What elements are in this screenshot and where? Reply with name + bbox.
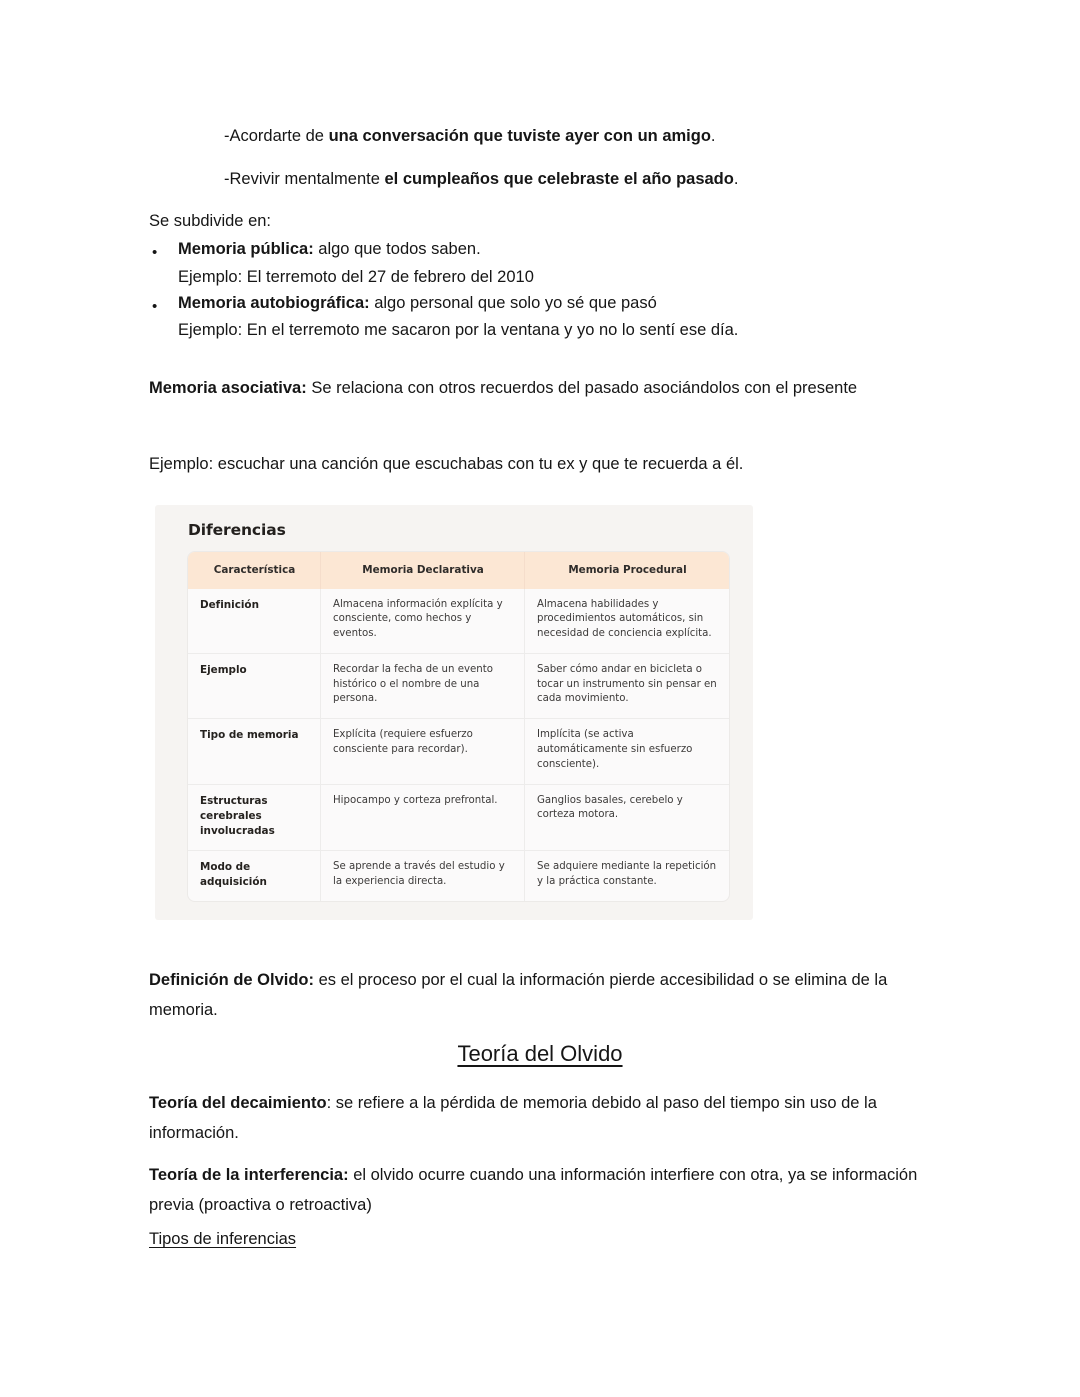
teoria-interferencia-text: el olvido ocurre cuando una información interfiere con otra, ya se información previa (proactiva o retroactiva) [149, 1166, 918, 1214]
bullet-item-2-example: Ejemplo: En el terremoto me sacaron por la ventana y yo no lo sentí ese día. [178, 321, 739, 339]
paragraph-teoria-interferencia [149, 1160, 936, 1220]
row-procedural: Ganglios basales, cerebelo y corteza motora. [525, 785, 729, 851]
table-row [188, 719, 729, 784]
teoria-decaimiento-term: Teoría del decaimiento [149, 1094, 327, 1112]
bullet-item-2-definition: algo personal que solo yo sé que pasó [369, 294, 657, 312]
memoria-asociativa-term: Memoria asociativa: [149, 379, 307, 397]
example-line-1-suffix: . [710, 127, 716, 145]
paragraph-memoria-asociativa [149, 373, 932, 403]
row-feature: Definición [188, 589, 321, 654]
subdivide-label: Se subdivide en: [149, 212, 272, 230]
row-feature: Estructuras cerebrales involucradas [188, 785, 321, 851]
table-row [188, 589, 729, 654]
memoria-asociativa-example: Ejemplo: escuchar una canción que escuchabas con tu ex y que te recuerda a él. [149, 455, 744, 473]
table-row [188, 785, 729, 851]
section-heading-text: Teoría del Olvido [457, 1041, 623, 1066]
example-line-1-prefix: -Acordarte de [224, 127, 329, 145]
bullet-item-1-definition: algo que todos saben. [313, 240, 481, 258]
column-header-memoria-procedural: Memoria Procedural [525, 552, 729, 589]
definicion-olvido-term: Definición de Olvido: [149, 971, 315, 989]
diferencias-table [188, 552, 729, 902]
teoria-decaimiento-text: : se refiere a la pérdida de memoria debido al paso del tiempo sin uso de la información. [149, 1094, 877, 1142]
bullet-marker-1: • [152, 244, 158, 261]
row-procedural: Se adquiere mediante la repetición y la práctica constante. [537, 860, 717, 887]
row-declarativa: Hipocampo y corteza prefrontal. [321, 785, 525, 851]
bullet-item-1-example: Ejemplo: El terremoto del 27 de febrero del 2010 [178, 268, 534, 286]
example-line-2-suffix: . [733, 170, 739, 188]
bullet-item-1 [178, 241, 481, 258]
table-header-row [188, 552, 729, 589]
row-feature: Tipo de memoria [188, 719, 321, 784]
diferencias-title: Diferencias [188, 521, 286, 539]
example-line-2 [224, 171, 738, 188]
row-declarativa: Almacena información explícita y consciente, como hechos y eventos. [321, 589, 525, 654]
column-header-memoria-declarativa: Memoria Declarativa [321, 552, 525, 589]
diferencias-card [155, 505, 753, 920]
paragraph-teoria-decaimiento [149, 1088, 936, 1148]
table-row [188, 851, 729, 901]
row-declarativa: Recordar la fecha de un evento histórico o el nombre de una persona. [321, 654, 525, 719]
row-procedural: Saber cómo andar en bicicleta o tocar un instrumento sin pensar en cada movimiento. [525, 654, 729, 719]
example-line-1-bold: una conversación que tuviste ayer con un amigo [328, 127, 711, 145]
bullet-marker-2: • [152, 298, 158, 315]
row-declarativa: Explícita (requiere esfuerzo consciente para recordar). [321, 719, 525, 784]
subheading-tipos-de-inferencias: Tipos de inferencias [149, 1230, 297, 1248]
row-feature: Modo de adquisición [188, 851, 321, 901]
section-heading-teoria-del-olvido [0, 1043, 1080, 1065]
example-line-2-prefix: -Revivir mentalmente [224, 170, 385, 188]
example-line-1 [224, 128, 716, 145]
bullet-item-2 [178, 295, 657, 312]
definicion-olvido-text: es el proceso por el cual la información pierde accesibilidad o se elimina de la memoria. [149, 971, 888, 1019]
bullet-item-1-term: Memoria pública: [178, 240, 314, 258]
table-row [188, 654, 729, 719]
row-declarativa: Se aprende a través del estudio y la experiencia directa. [321, 851, 525, 901]
teoria-interferencia-term: Teoría de la interferencia: [149, 1166, 349, 1184]
column-header-caracteristica: Característica [188, 552, 321, 589]
row-feature: Ejemplo [188, 654, 321, 719]
example-line-2-bold: el cumpleaños que celebraste el año pasado [384, 170, 734, 188]
memoria-asociativa-text: Se relaciona con otros recuerdos del pasado asociándolos con el presente [306, 379, 858, 397]
paragraph-definicion-olvido [149, 965, 939, 1025]
row-procedural: Implícita (se activa automáticamente sin esfuerzo consciente). [525, 719, 729, 784]
row-procedural: Almacena habilidades y procedimientos automáticos, sin necesidad de conciencia explícita. [525, 589, 729, 654]
bullet-item-2-term: Memoria autobiográfica: [178, 294, 370, 312]
